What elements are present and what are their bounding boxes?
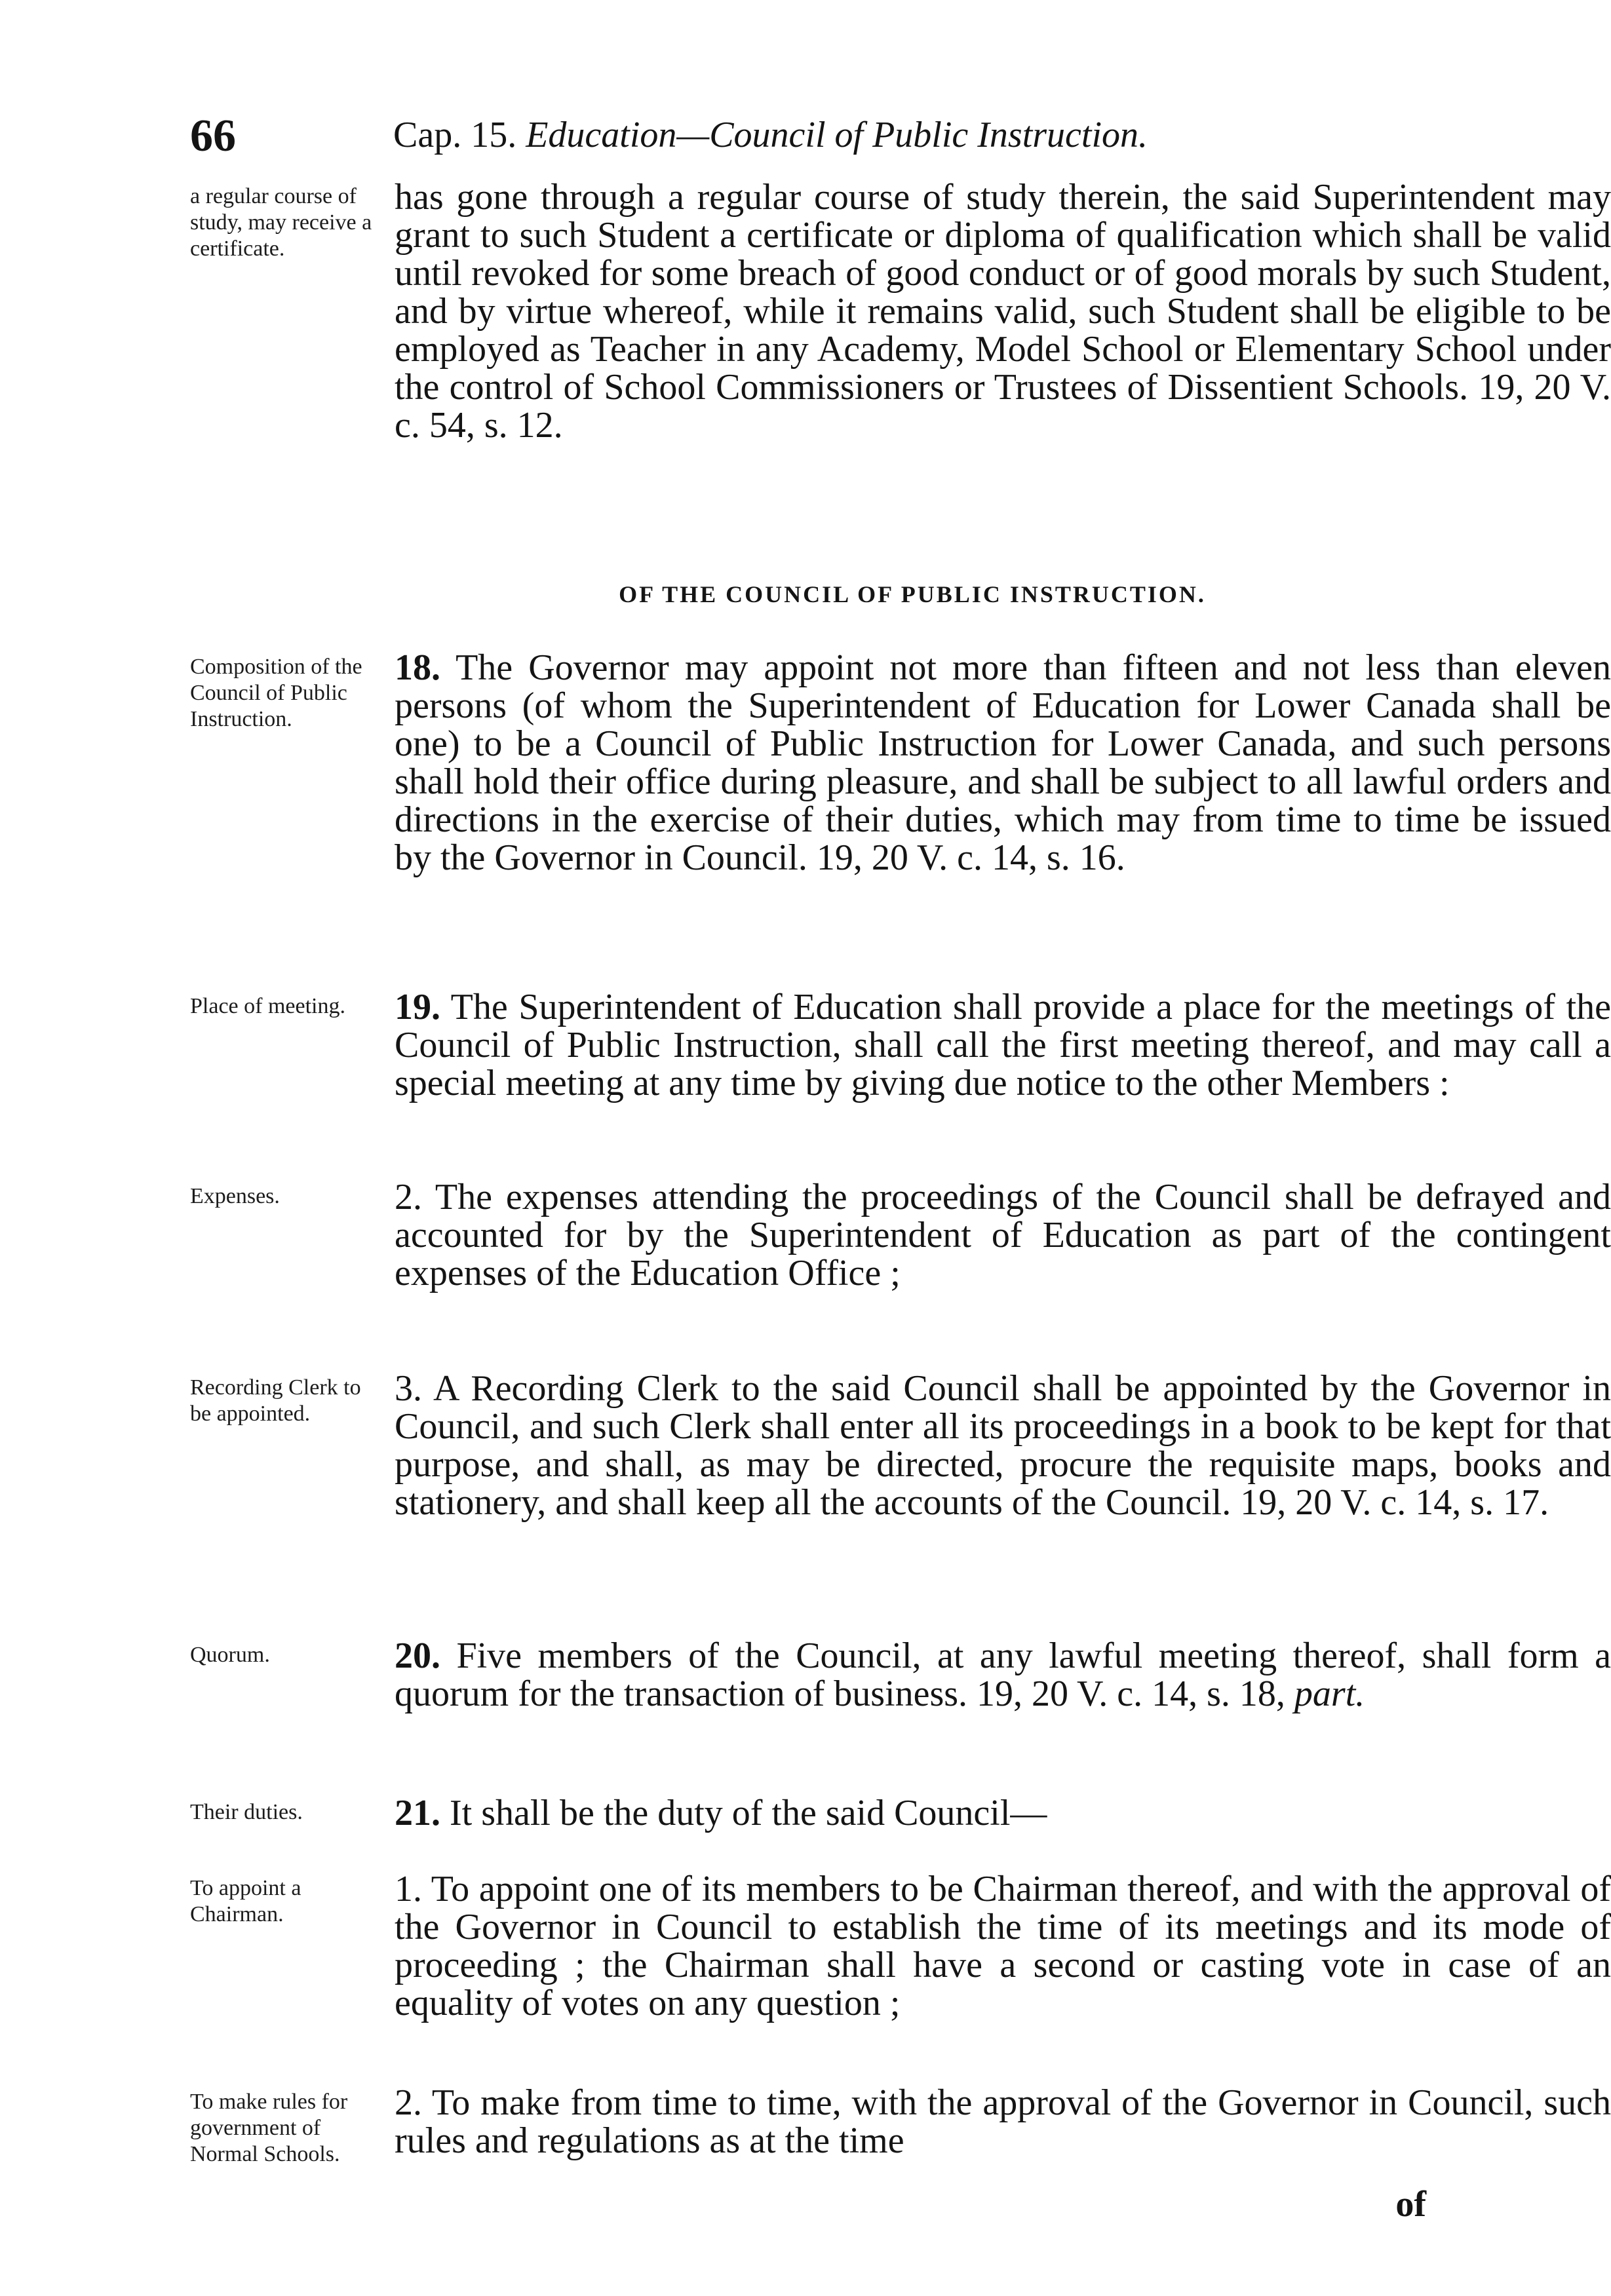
section-text xyxy=(395,2084,1611,2160)
page-title: Education—Council of Public Instruction. xyxy=(526,115,1148,155)
margin-note: To make rules for government of Normal Schools. xyxy=(190,2090,348,2166)
section-number: 20. xyxy=(395,1636,440,1676)
subsection-number: 3. xyxy=(395,1368,422,1409)
subsection-number: 2. xyxy=(395,1177,422,1217)
section-body: Five members of the Council, at any lawful meeting thereof, shall form a quorum for the transaction of business. 19, 20 V. c. 14, s. 18, xyxy=(395,1636,1611,1714)
section-text xyxy=(395,1794,1611,1832)
section-text xyxy=(395,1870,1611,2022)
running-head xyxy=(393,114,1148,156)
paragraph-text: has gone through a regular course of study therein, the said Superintendent may grant to such Student a certificate or diploma of qualification which shall be valid until revoked for some breach of good conduct or of good morals by such Student, and by virtue whereof, while it remains valid, such Student shall be eligible to be employed as Teacher in any Academy, Model School or Elementary School under the control of School Commissioners or Trustees of Dissentient Schools. 19, 20 V. c. 54, s. 12. xyxy=(395,177,1611,446)
margin-note: Quorum. xyxy=(190,1643,270,1667)
section-body: To appoint one of its members to be Chairman thereof, and with the approval of the Governor in Council to establish the time of its meetings and its mode of proceeding ; the Chairman shall have a second or casting vote in case of an equality of votes on any question ; xyxy=(395,1869,1611,2023)
margin-note: Composition of the Council of Public Instruction. xyxy=(190,655,362,731)
chapter-label: Cap. 15. xyxy=(393,115,517,155)
section-body: The expenses attending the proceedings of the Council shall be defrayed and accounted for by the Superintendent of Education as part of the contingent expenses of the Education Office ; xyxy=(395,1177,1611,1293)
section-body: It shall be the duty of the said Council— xyxy=(450,1793,1047,1833)
section-number: 21. xyxy=(395,1793,440,1833)
section-body-italic: part. xyxy=(1294,1674,1365,1714)
section-number: 18. xyxy=(395,647,440,688)
page-number: 66 xyxy=(190,111,236,161)
section-text xyxy=(395,1637,1611,1713)
section-text xyxy=(395,649,1611,877)
section-text xyxy=(395,1178,1611,1292)
section-body: A Recording Clerk to the said Council shall be appointed by the Governor in Council, and such Clerk shall enter all its proceedings in a book to be kept for that purpose, and shall, as may be directed, procure the requisite maps, books and stationery, and shall keep all the accounts of the Council. 19, 20 V. c. 14, s. 17. xyxy=(395,1368,1611,1523)
margin-note: Place of meeting. xyxy=(190,994,345,1018)
subsection-number: 1. xyxy=(395,1869,422,1909)
margin-note: Expenses. xyxy=(190,1184,280,1208)
page-header xyxy=(190,110,1435,169)
margin-note: Recording Clerk to be appointed. xyxy=(190,1375,361,1426)
section-body: The Governor may appoint not more than fifteen and not less than eleven persons (of whom the Superintendent of Education for Lower Canada shall be one) to be a Council of Public Instruction for Lower Canada, and such persons shall hold their office during pleasure, and shall be subject to all lawful orders and directions in the exercise of their duties, which may from time to time be issued by the Governor in Council. 19, 20 V. c. 14, s. 16. xyxy=(395,647,1611,878)
section-body: To make from time to time, with the approval of the Governor in Council, such rules and regulations as at the time xyxy=(395,2082,1611,2161)
section-heading: OF THE COUNCIL OF PUBLIC INSTRUCTION. xyxy=(619,581,1206,607)
margin-note: To appoint a Chairman. xyxy=(190,1876,301,1926)
margin-note: a regular course of study, may receive a certificate. xyxy=(190,184,372,261)
subsection-number: 2. xyxy=(395,2082,422,2123)
catchword: of xyxy=(1395,2184,1426,2225)
section-body: The Superintendent of Education shall provide a place for the meetings of the Council of Public Instruction, shall call the first meeting thereof, and may call a special meeting at any time by giving due notice to the other Members : xyxy=(395,987,1611,1103)
section-text xyxy=(395,1369,1611,1521)
section-number: 19. xyxy=(395,987,440,1027)
margin-note: Their duties. xyxy=(190,1800,303,1824)
section-text xyxy=(395,988,1611,1102)
